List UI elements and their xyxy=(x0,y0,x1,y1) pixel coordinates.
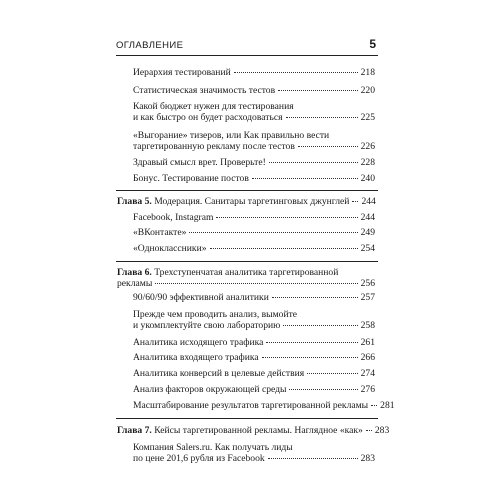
toc-entry-page: 257 xyxy=(360,292,375,303)
toc-chapter-entry[interactable] xyxy=(117,196,375,207)
toc-entry-title: рекламы xyxy=(117,278,153,289)
toc-entry-title: по цене 201,6 рубля из Facebook xyxy=(133,453,265,464)
toc-entry[interactable] xyxy=(133,212,375,223)
toc-entry-title: Кейсы таргетированной рекламы. Наглядное «как» xyxy=(154,425,363,436)
toc-entry-page: 256 xyxy=(360,278,375,289)
toc-entry-page: 274 xyxy=(360,368,375,379)
toc-entry[interactable] xyxy=(133,384,375,395)
toc-entry[interactable] xyxy=(133,85,375,96)
toc-entry-title-line: Какой бюджет нужен для тестирования xyxy=(133,101,294,112)
toc-entry-page: 258 xyxy=(360,320,375,331)
toc-entry-page: 249 xyxy=(360,227,375,238)
toc-entry[interactable] xyxy=(133,227,375,238)
toc-entry-page: 244 xyxy=(361,196,376,207)
toc-entry-page: 261 xyxy=(360,337,375,348)
toc-entry[interactable] xyxy=(133,442,375,464)
toc-entry[interactable] xyxy=(133,173,375,184)
dot-leader xyxy=(278,90,358,91)
toc-entry-page: 276 xyxy=(360,384,375,395)
dot-leader xyxy=(252,178,358,179)
toc-entry-title: таргетированную рекламу после тестов xyxy=(133,141,295,152)
dot-leader xyxy=(272,297,358,298)
toc-entry-title: 90/60/90 эффективной аналитики xyxy=(133,292,269,303)
toc-entry[interactable] xyxy=(133,130,375,152)
toc-entry-page: 220 xyxy=(360,85,375,96)
toc-entry[interactable] xyxy=(133,292,375,303)
dot-leader xyxy=(269,162,358,163)
toc-entry-title: Аналитика входящего трафика xyxy=(133,352,259,363)
toc-entry-title: и как быстро он будет расходоваться xyxy=(133,112,283,123)
dot-leader xyxy=(366,430,372,431)
dot-leader xyxy=(283,325,357,326)
section-divider xyxy=(116,418,378,419)
dot-leader xyxy=(189,232,357,233)
dot-leader xyxy=(352,201,358,202)
toc-entry-page: 283 xyxy=(374,425,390,436)
toc-entry-title: «Одноклассники» xyxy=(133,243,207,254)
chapter-label: Глава 7. xyxy=(117,425,152,436)
toc-entry-page: 244 xyxy=(360,212,375,223)
toc-entry-title: Аналитика конверсий в целевые действия xyxy=(133,368,305,379)
chapter-label: Глава 6. xyxy=(117,267,152,278)
toc-entry-title-line: Трехступенчатая аналитика таргетированной xyxy=(154,267,339,278)
toc-entry-title: Анализ факторов окружающей среды xyxy=(133,384,287,395)
dot-leader xyxy=(262,357,358,358)
toc-entry-page: 283 xyxy=(360,453,375,464)
toc-entry[interactable] xyxy=(133,157,375,168)
section-divider xyxy=(116,190,378,191)
dot-leader xyxy=(155,283,357,284)
dot-leader xyxy=(266,342,357,343)
dot-leader xyxy=(268,458,358,459)
toc-entry-title: Здравый смысл врет. Проверьте! xyxy=(133,157,266,168)
toc-entry[interactable] xyxy=(133,309,375,331)
dot-leader xyxy=(371,405,377,406)
section-divider xyxy=(116,261,378,262)
toc-entry-title-line: Компания Salers.ru. Как получать лиды xyxy=(133,442,293,453)
toc-chapter-entry[interactable] xyxy=(117,425,390,436)
toc-entry-title: Масштабирование результатов таргетированной рекламы xyxy=(133,400,369,411)
dot-leader xyxy=(234,72,358,73)
toc-entry-title: Модерация. Санитары таргетинговых джунглей xyxy=(154,196,350,207)
toc-entry-page: 228 xyxy=(360,157,375,168)
dot-leader xyxy=(216,217,357,218)
toc-entry-title: Бонус. Тестирование постов xyxy=(133,173,249,184)
toc-entry-title: Статистическая значимость тестов xyxy=(133,85,276,96)
toc-entry[interactable] xyxy=(133,101,375,123)
dot-leader xyxy=(286,117,358,118)
header-title: ОГЛАВЛЕНИЕ xyxy=(116,40,184,51)
toc-entry[interactable] xyxy=(133,337,375,348)
toc-entry[interactable] xyxy=(133,352,375,363)
toc-entry[interactable] xyxy=(133,368,375,379)
toc-entry-title-line: «Выгорание» тизеров, или Как правильно вести xyxy=(133,130,330,141)
toc-entry-title: Иерархия тестирований xyxy=(133,67,231,78)
toc-entry-title: и укомплектуйте свою лабораторию xyxy=(133,320,281,331)
toc-entry-page: 281 xyxy=(380,400,395,411)
toc-entry-title-line: Прежде чем проводить анализ, вымойте xyxy=(133,309,298,320)
dot-leader xyxy=(298,146,358,147)
toc-entry-title: Аналитика исходящего трафика xyxy=(133,337,264,348)
dot-leader xyxy=(210,248,358,249)
page-number: 5 xyxy=(369,37,376,51)
toc-entry[interactable] xyxy=(133,243,375,254)
toc-chapter-entry[interactable] xyxy=(117,267,375,289)
dot-leader xyxy=(289,389,357,390)
toc-entry-page: 225 xyxy=(360,112,375,123)
page-header xyxy=(116,37,378,56)
toc-entry-page: 218 xyxy=(360,67,375,78)
toc-entry-page: 226 xyxy=(360,141,375,152)
toc-entry-page: 266 xyxy=(360,352,375,363)
toc-entry[interactable] xyxy=(133,400,395,411)
toc-entry-page: 254 xyxy=(360,243,375,254)
chapter-label: Глава 5. xyxy=(117,196,152,207)
toc-entry-title: Facebook, Instagram xyxy=(133,212,214,223)
toc-entry-page: 240 xyxy=(360,173,375,184)
dot-leader xyxy=(307,373,357,374)
toc-entry-title: «ВКонтакте» xyxy=(133,227,187,238)
toc-entry[interactable] xyxy=(133,67,375,78)
